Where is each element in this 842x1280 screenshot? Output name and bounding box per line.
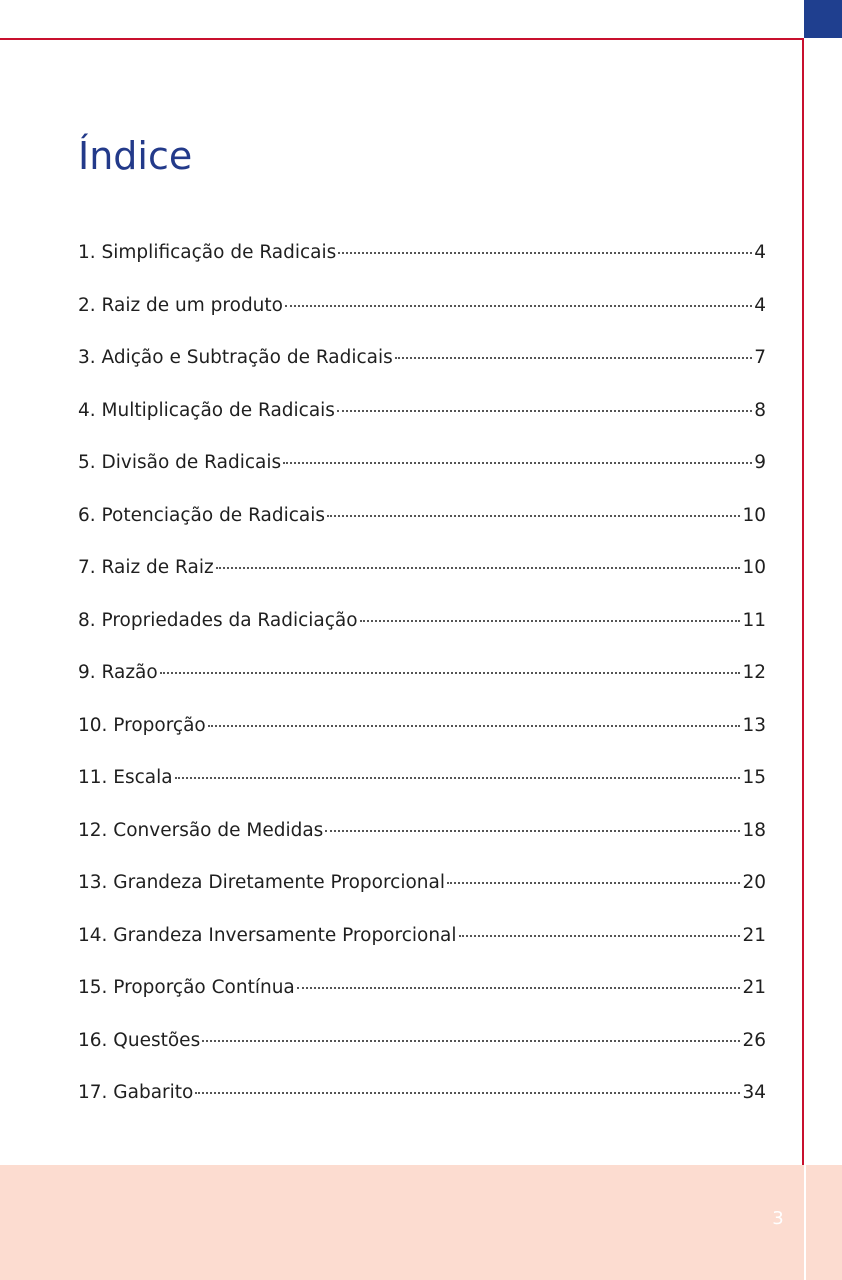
toc-dot-leader [338,252,752,254]
toc-entry-page: 7 [754,347,766,368]
toc-entry-label: 14. Grandeza Inversamente Proporcional [78,924,457,946]
toc-entry-label: 6. Potenciação de Radicais [78,504,326,526]
top-rule [0,38,802,40]
toc-entry-page: 4 [754,242,766,263]
toc-entry-page: 11 [742,609,766,631]
toc-entry-label: 9. Razão [78,662,158,683]
toc-entry-label: 15. Proporção Contínua [78,977,295,998]
toc-dot-leader [325,830,740,832]
toc-dot-leader [395,357,752,359]
toc-dot-leader [327,515,740,517]
toc-entry[interactable] [78,295,766,348]
toc-entry[interactable] [78,452,766,505]
toc-entry[interactable] [78,820,766,873]
toc-entry-page: 10 [742,504,766,526]
footer-divider [804,1165,806,1280]
table-of-contents [78,242,766,1135]
toc-entry-label: 11. Escala [78,767,173,788]
toc-entry-label: 5. Divisão de Radicais [78,452,282,473]
toc-entry[interactable] [78,400,766,453]
toc-entry-label: 12. Conversão de Medidas [78,819,324,841]
toc-entry-page: 4 [754,294,766,316]
toc-dot-leader [337,410,752,412]
toc-entry-label: 8. Propriedades da Radiciação [78,609,358,631]
toc-entry[interactable] [78,1082,766,1135]
toc-entry-page: 21 [742,977,766,998]
toc-entry[interactable] [78,715,766,768]
toc-entry-page: 8 [754,399,766,421]
toc-entry-page: 15 [742,767,766,788]
toc-entry-page: 10 [742,557,766,578]
toc-entry-label: 3. Adição e Subtração de Radicais [78,347,393,368]
toc-entry[interactable] [78,347,766,400]
toc-dot-leader [195,1092,740,1094]
toc-entry[interactable] [78,557,766,610]
toc-entry-label: 2. Raiz de um produto [78,294,283,316]
page-number: 3 [772,1208,784,1229]
toc-dot-leader [297,987,741,989]
right-margin-rule [802,38,804,1280]
toc-entry-label: 7. Raiz de Raiz [78,557,214,578]
toc-dot-leader [175,777,741,779]
toc-entry[interactable] [78,1030,766,1083]
toc-entry-page: 18 [742,819,766,841]
toc-entry-page: 13 [742,714,766,736]
toc-entry-label: 10. Proporção [78,714,206,736]
toc-entry-label: 13. Grandeza Diretamente Proporcional [78,872,446,893]
toc-dot-leader [216,567,741,569]
toc-entry-page: 26 [742,1029,766,1051]
toc-entry[interactable] [78,767,766,820]
toc-entry[interactable] [78,610,766,663]
toc-dot-leader [160,672,741,674]
corner-tab [804,0,842,38]
toc-entry[interactable] [78,872,766,925]
toc-entry-label: 1. Simplificação de Radicais [78,242,337,263]
toc-dot-leader [285,305,752,307]
toc-entry[interactable] [78,505,766,558]
toc-dot-leader [360,620,741,622]
toc-entry[interactable] [78,977,766,1030]
toc-entry-page: 34 [742,1082,766,1103]
toc-dot-leader [459,935,741,937]
footer-band [0,1165,842,1280]
toc-entry-page: 12 [742,662,766,683]
toc-dot-leader [447,882,740,884]
toc-entry-page: 21 [742,924,766,946]
toc-entry-page: 20 [742,872,766,893]
toc-entry-page: 9 [754,452,766,473]
toc-entry-label: 17. Gabarito [78,1082,194,1103]
toc-entry-label: 4. Multiplicação de Radicais [78,399,335,421]
toc-entry-label: 16. Questões [78,1029,201,1051]
page-title: Índice [78,134,193,178]
toc-dot-leader [283,462,752,464]
toc-dot-leader [202,1040,740,1042]
toc-entry[interactable] [78,242,766,295]
toc-entry[interactable] [78,925,766,978]
toc-entry[interactable] [78,662,766,715]
toc-dot-leader [208,725,741,727]
